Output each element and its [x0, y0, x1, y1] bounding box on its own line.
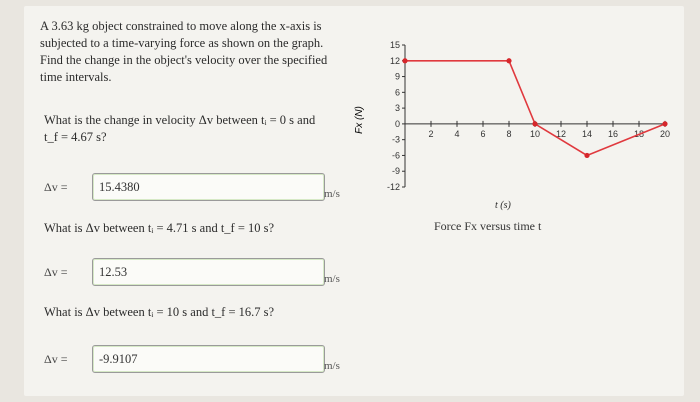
y-tick-label: 12: [389, 55, 400, 66]
answer-input-3[interactable]: [92, 345, 325, 373]
chart-series: [402, 58, 667, 158]
delta-v-label: Δv =: [44, 351, 68, 366]
answer-row-3: [44, 345, 325, 373]
answer-input-2[interactable]: [92, 258, 325, 286]
y-tick-label: 3: [394, 103, 400, 114]
x-tick-label: 8: [506, 128, 512, 139]
x-tick-label: 2: [428, 128, 434, 139]
x-tick-label: 4: [454, 128, 460, 139]
force-series-line: [405, 61, 665, 156]
x-tick-label: 20: [659, 128, 671, 139]
chart-caption: Force Fx versus time t: [434, 219, 542, 233]
x-tick-label: 18: [633, 128, 645, 139]
delta-v-label: Δv =: [44, 179, 68, 194]
chart-ticks: [387, 40, 670, 192]
x-tick-label: 16: [607, 128, 619, 139]
y-tick-label: 15: [389, 40, 400, 50]
y-tick-label: -12: [386, 182, 400, 192]
x-tick-label: 12: [555, 128, 567, 139]
x-tick-label: 10: [529, 128, 541, 139]
unit-label-3: m/s: [324, 360, 340, 372]
data-point: [532, 121, 537, 126]
y-tick-label: -9: [391, 166, 400, 177]
unit-label-2: m/s: [324, 273, 340, 285]
y-tick-label: 0: [394, 118, 400, 129]
y-tick-label: -6: [391, 150, 400, 161]
force-time-chart: [340, 30, 680, 200]
y-axis-label: Fx (N): [354, 106, 365, 134]
y-tick-label: 6: [394, 87, 400, 98]
y-tick-label: -3: [391, 134, 400, 145]
problem-statement: A 3.63 kg object constrained to move along the x-axis is subjected to a time-varying force as shown on the graph. Find the change in the object's velocity over the specified time intervals.: [40, 19, 328, 84]
question-2-text: What is Δv between tᵢ = 4.71 s and t_f = 10 s?: [44, 221, 275, 235]
answer-input-1[interactable]: [92, 173, 325, 201]
data-point: [506, 58, 511, 63]
unit-label-1: m/s: [324, 188, 340, 200]
data-point: [662, 121, 667, 126]
chart-axes: [405, 45, 665, 187]
x-axis-label: t (s): [495, 200, 511, 211]
answer-row-2: [44, 258, 325, 286]
delta-v-label: Δv =: [44, 264, 68, 279]
x-tick-label: 6: [480, 128, 486, 139]
x-tick-label: 14: [581, 128, 593, 139]
question-1-text: What is the change in velocity Δv between tᵢ = 0 s and t_f = 4.67 s?: [44, 113, 316, 144]
data-point: [584, 153, 589, 158]
y-tick-label: 9: [394, 71, 400, 82]
answer-row-1: [44, 173, 325, 201]
data-point: [402, 58, 407, 63]
question-3-text: What is Δv between tᵢ = 10 s and t_f = 16.7 s?: [44, 305, 275, 319]
